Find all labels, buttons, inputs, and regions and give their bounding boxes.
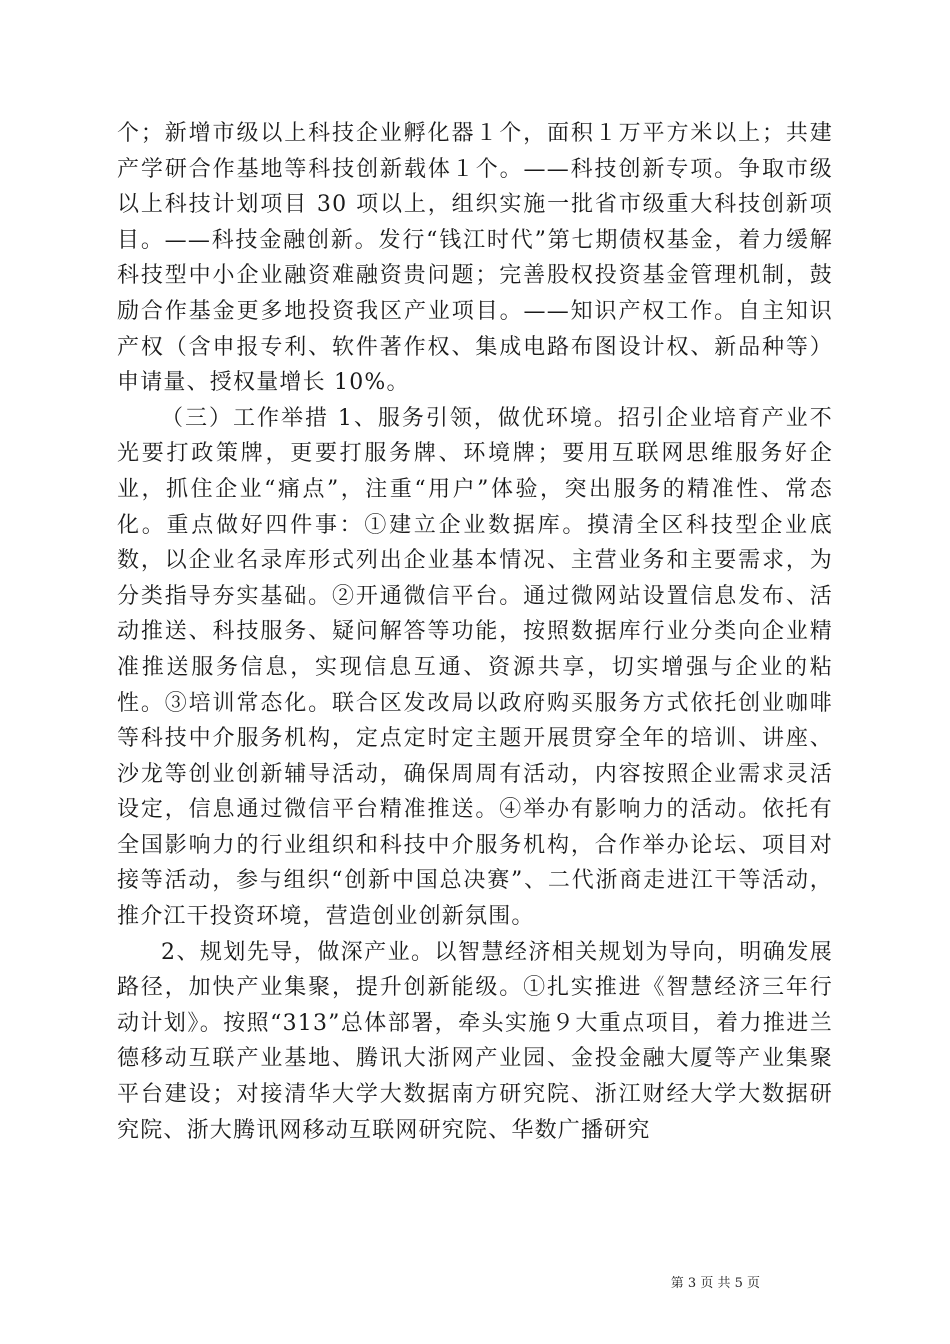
paragraph-continuation: 个；新增市级以上科技企业孵化器１个，面积１万平方米以上；共建产学研合作基地等科技创新载体１个。——科技创新专项。争取市级以上科技计划项目 30 项以上，组织实施一批省市级重大科技创新项目。——科技金融创新。发行“钱江时代”第七期债权基金，着力缓解科技型中小企业融资难融资贵问题；完善股权投资基金管理机制，鼓励合作基金更多地投资我区产业项目。——知识产权工作。自主知识产权（含申报专利、软件著作权、集成电路布图设计权、新品种等）申请量、授权量增长 10%。 (117, 121, 833, 396)
paragraph-planning-guidance: 2、规划先导，做深产业。以智慧经济相关规划为导向，明确发展路径，加快产业集聚，提升创新能级。①扎实推进《智慧经济三年行动计划》。按照“313”总体部署，牵头实施９大重点项目，着力推进兰德移动互联产业基地、腾讯大浙网产业园、金投金融大厦等产业集聚平台建设；对接清华大学大数据南方研究院、浙江财经大学大数据研究院、浙大腾讯网移动互联网研究院、华数广播研究 (117, 939, 833, 1143)
page-number-footer: 第 3 页 共 5 页 (670, 1276, 760, 1291)
paragraph-work-measures: （三）工作举措 1、服务引领，做优环境。招引企业培育产业不光要打政策牌，更要打服务牌、环境牌；要用互联网思维服务好企业，抓住企业“痛点”，注重“用户”体验，突出服务的精准性、常态化。重点做好四件事：①建立企业数据库。摸清全区科技型企业底数，以企业名录库形式列出企业基本情况、主营业务和主要需求，为分类指导夯实基础。②开通微信平台。通过微网站设置信息发布、活动推送、科技服务、疑问解答等功能，按照数据库行业分类向企业精准推送服务信息，实现信息互通、资源共享，切实增强与企业的粘性。③培训常态化。联合区发改局以政府购买服务方式依托创业咖啡等科技中介服务机构，定点定时定主题开展贯穿全年的培训、讲座、沙龙等创业创新辅导活动，确保周周有活动，内容按照企业需求灵活设定，信息通过微信平台精准推送。④举办有影响力的活动。依托有全国影响力的行业组织和科技中介服务机构，合作举办论坛、项目对接等活动，参与组织“创新中国总决赛”、二代浙商走进江干等活动，推介江干投资环境，营造创业创新氛围。 (117, 405, 833, 930)
document-body (117, 116, 833, 1148)
